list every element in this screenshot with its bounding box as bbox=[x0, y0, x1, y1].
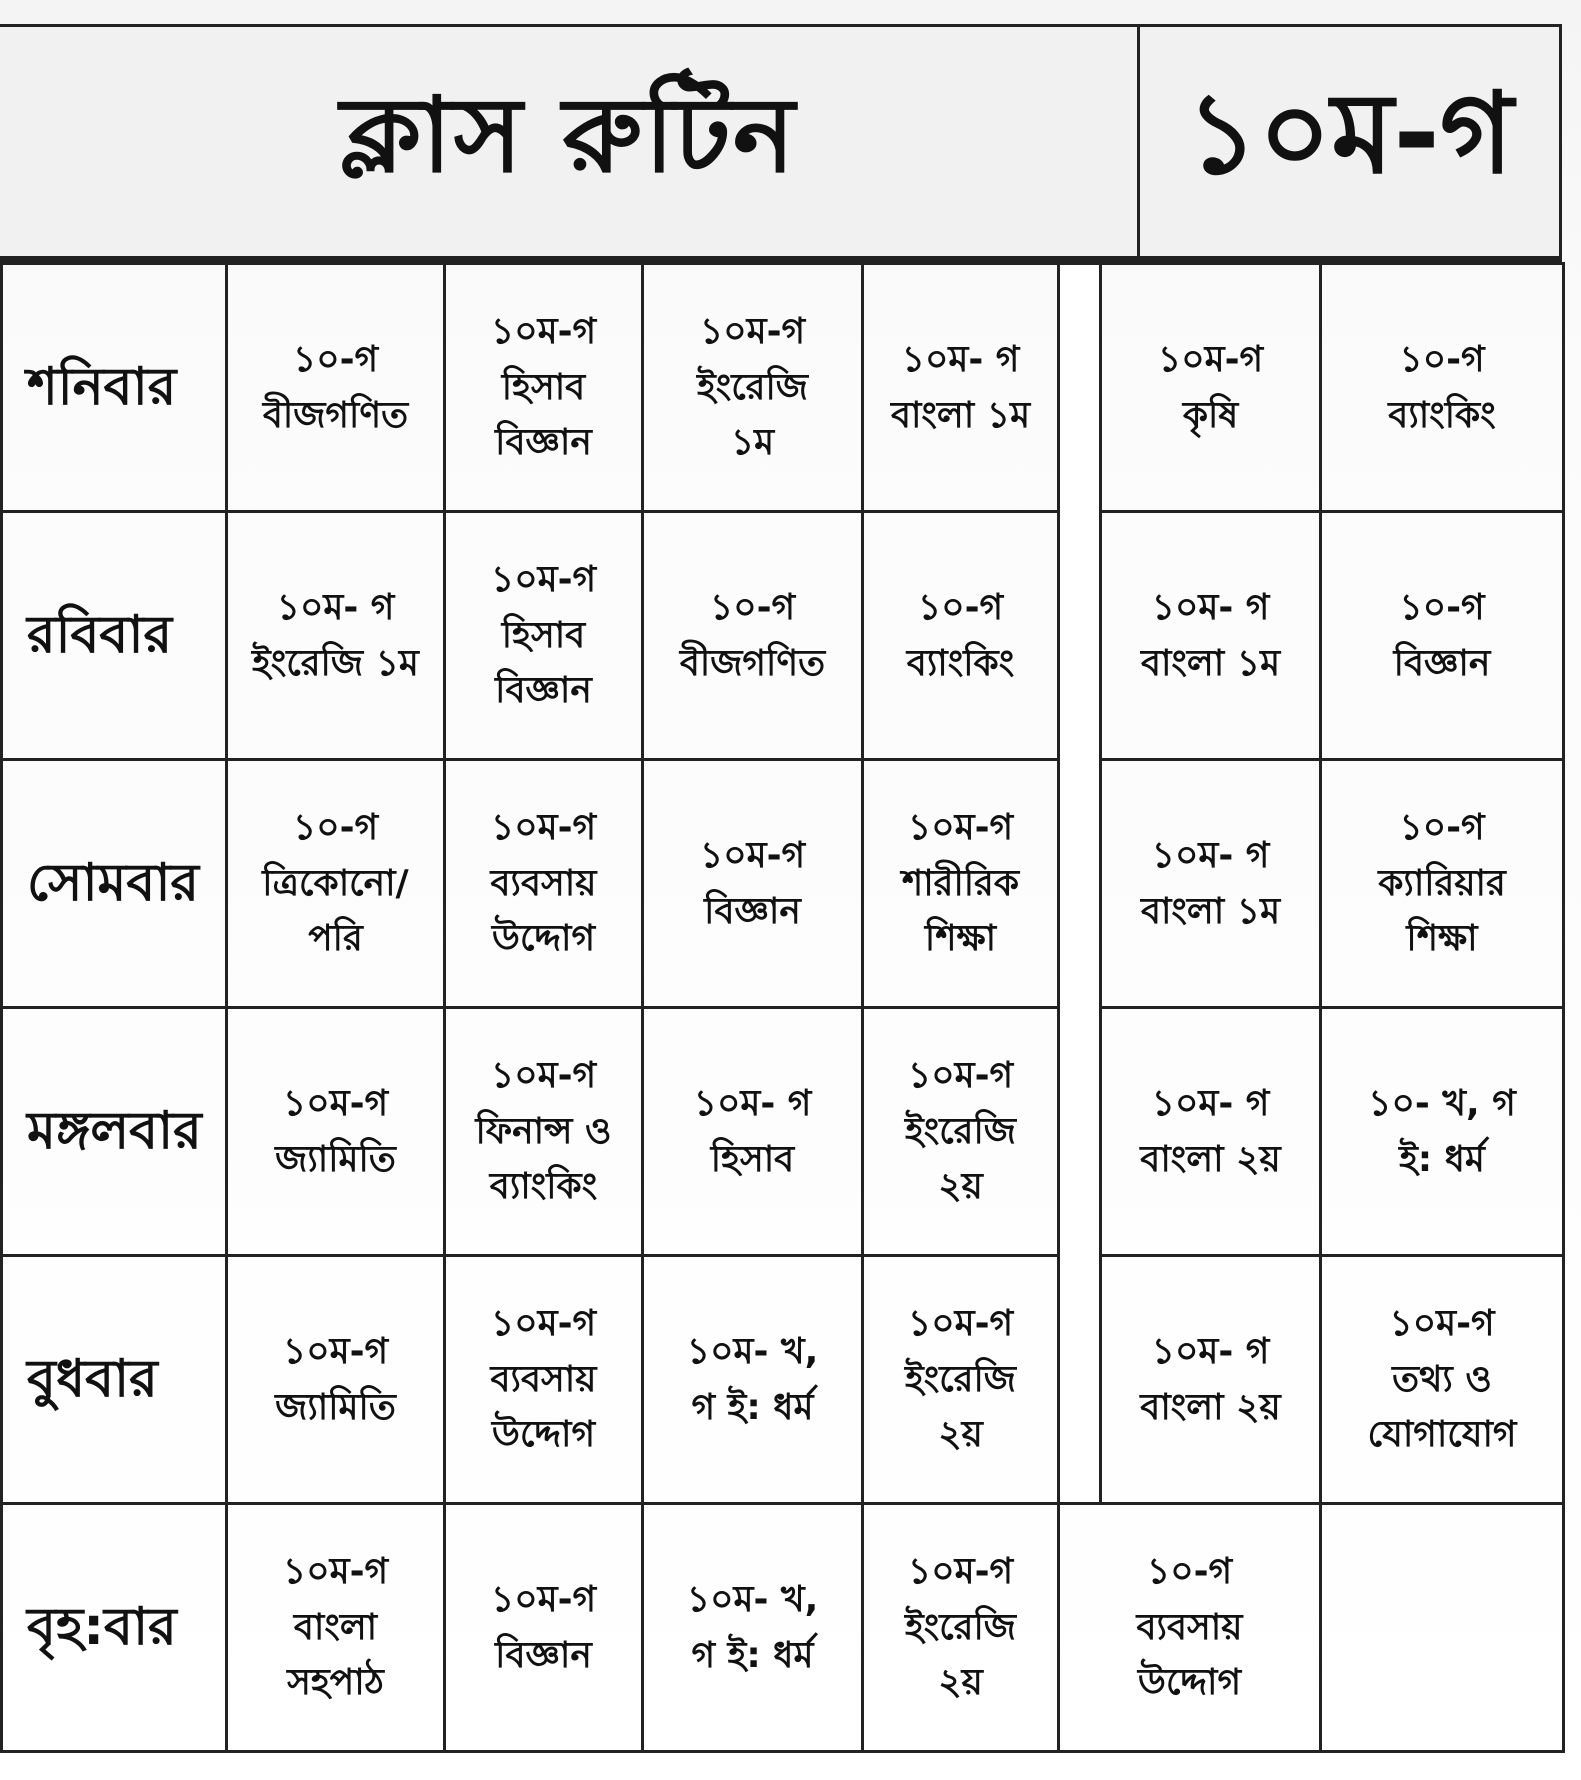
period-cell bbox=[1321, 264, 1564, 512]
period-text: ১০ম-গ bbox=[282, 1082, 389, 1124]
period-cell bbox=[1321, 512, 1564, 760]
period-text: ব্যাংকিং bbox=[1388, 394, 1496, 436]
period-cell bbox=[445, 264, 643, 512]
period-cell bbox=[1101, 760, 1321, 1008]
period-text: ১০ম-গ bbox=[282, 1330, 389, 1372]
period-text: ব্যাংকিং bbox=[489, 1166, 598, 1208]
period-text: বিজ্ঞান bbox=[495, 422, 592, 464]
period-text: উদ্দোগ bbox=[1137, 1662, 1242, 1704]
routine-header bbox=[0, 24, 1562, 262]
class-label: ১০ম-গ bbox=[1185, 69, 1514, 199]
break-column bbox=[1059, 264, 1101, 512]
period-text: হিসাব bbox=[501, 614, 586, 656]
day-label: রবিবার bbox=[2, 512, 227, 760]
period-text: ১০ম- গ bbox=[1151, 1330, 1270, 1372]
period-text: ফিনান্স ও bbox=[475, 1110, 612, 1152]
period-text: ২য় bbox=[938, 1662, 983, 1704]
day-label: সোমবার bbox=[2, 760, 227, 1008]
period-cell bbox=[1101, 264, 1321, 512]
period-cell bbox=[445, 1256, 643, 1504]
period-text: পরি bbox=[308, 918, 363, 960]
period-text: ১০ম-গ bbox=[490, 558, 597, 600]
period-cell bbox=[863, 512, 1059, 760]
period-text: ১০ম- গ bbox=[1151, 1082, 1270, 1124]
period-text: ব্যবসায় bbox=[490, 1358, 597, 1400]
table-row bbox=[2, 1008, 1564, 1256]
page-title: ক্লাস রুটিন bbox=[0, 27, 1140, 256]
period-text: ১০ম-গ bbox=[282, 1550, 389, 1592]
period-cell bbox=[445, 1008, 643, 1256]
period-text: উদ্দোগ bbox=[491, 918, 596, 960]
table-row bbox=[2, 760, 1564, 1008]
break-column bbox=[1059, 1008, 1101, 1256]
period-text: ইংরেজি bbox=[905, 1358, 1016, 1400]
period-cell bbox=[1321, 760, 1564, 1008]
period-text: ১০ম- খ, bbox=[686, 1330, 819, 1372]
period-text: বিজ্ঞান bbox=[1393, 642, 1491, 684]
period-text: বিজ্ঞান bbox=[704, 890, 801, 932]
day-label: বৃহ:বার bbox=[2, 1504, 227, 1752]
period-text: ১০-গ bbox=[1399, 806, 1485, 848]
period-text: ১০-গ bbox=[1399, 338, 1485, 380]
period-text: তথ্য ও bbox=[1392, 1358, 1492, 1400]
period-cell bbox=[1321, 1504, 1564, 1752]
period-cell bbox=[863, 760, 1059, 1008]
period-text: ব্যাংকিং bbox=[906, 642, 1015, 684]
period-cell bbox=[643, 760, 863, 1008]
period-text: বীজগণিত bbox=[679, 642, 826, 684]
period-text: ১০-গ bbox=[709, 586, 796, 628]
period-text: ১০-গ bbox=[292, 338, 379, 380]
period-text: ১০-গ bbox=[917, 586, 1004, 628]
period-text: ১০- খ, গ bbox=[1368, 1082, 1516, 1124]
period-cell bbox=[643, 1504, 863, 1752]
period-text: ১০ম-গ bbox=[699, 310, 806, 352]
day-label: মঙ্গলবার bbox=[2, 1008, 227, 1256]
period-cell bbox=[1101, 512, 1321, 760]
period-text: জ্যামিতি bbox=[275, 1138, 396, 1180]
period-text: ১০ম-গ bbox=[490, 310, 597, 352]
period-text: ১০-গ bbox=[1399, 586, 1485, 628]
period-text: ১০ম-গ bbox=[1157, 338, 1264, 380]
period-text: ১০ম-গ bbox=[490, 1578, 597, 1620]
period-text: ১০ম-গ bbox=[907, 1302, 1014, 1344]
period-cell bbox=[863, 1504, 1059, 1752]
period-cell bbox=[227, 1504, 445, 1752]
period-cell bbox=[445, 512, 643, 760]
period-text: ১০ম-গ bbox=[490, 1302, 597, 1344]
period-text: বাংলা ১ম bbox=[1140, 642, 1281, 684]
table-row bbox=[2, 1256, 1564, 1504]
period-cell bbox=[227, 760, 445, 1008]
period-text: বাংলা ২য় bbox=[1140, 1386, 1281, 1428]
period-cell bbox=[643, 1008, 863, 1256]
period-cell bbox=[643, 264, 863, 512]
period-text: হিসাব bbox=[501, 366, 586, 408]
period-text: ইংরেজি ১ম bbox=[252, 642, 419, 684]
period-text: বীজগণিত bbox=[262, 394, 409, 436]
day-label: শনিবার bbox=[2, 264, 227, 512]
period-text: শিক্ষা bbox=[924, 918, 997, 960]
period-text: ১০-গ bbox=[292, 806, 379, 848]
break-column bbox=[1059, 760, 1101, 1008]
period-text: ব্যবসায় bbox=[1136, 1606, 1243, 1648]
period-cell bbox=[643, 512, 863, 760]
period-text: গ ই: ধর্ম bbox=[691, 1634, 814, 1676]
period-text: ১০-গ bbox=[1146, 1550, 1233, 1592]
period-text: ১০ম- গ bbox=[693, 1082, 812, 1124]
period-cell bbox=[227, 1256, 445, 1504]
period-cell bbox=[1321, 1008, 1564, 1256]
period-text: ইংরেজি bbox=[697, 366, 808, 408]
period-text: ২য় bbox=[938, 1414, 983, 1456]
period-text: কৃষি bbox=[1182, 394, 1239, 436]
period-text: শারীরিক bbox=[901, 862, 1020, 904]
period-text: ই: ধর্ম bbox=[1399, 1138, 1485, 1180]
period-cell bbox=[863, 1008, 1059, 1256]
period-text: শিক্ষা bbox=[1406, 918, 1478, 960]
period-text: উদ্দোগ bbox=[491, 1414, 596, 1456]
period-text: বিজ্ঞান bbox=[495, 1634, 592, 1676]
period-text: বিজ্ঞান bbox=[495, 670, 592, 712]
period-text: ইংরেজি bbox=[905, 1110, 1016, 1152]
period-text: যোগাযোগ bbox=[1367, 1414, 1517, 1456]
period-text: ১০ম-গ bbox=[1389, 1302, 1495, 1344]
day-label: বুধবার bbox=[2, 1256, 227, 1504]
period-cell bbox=[1101, 1256, 1321, 1504]
break-column bbox=[1059, 512, 1101, 760]
period-text: ১০ম- গ bbox=[1151, 834, 1270, 876]
period-text: ১০ম-গ bbox=[490, 806, 597, 848]
table-row bbox=[2, 264, 1564, 512]
period-text: জ্যামিতি bbox=[275, 1386, 396, 1428]
period-text: হিসাব bbox=[710, 1138, 795, 1180]
period-cell bbox=[1059, 1504, 1321, 1752]
period-cell bbox=[1321, 1256, 1564, 1504]
period-cell bbox=[1101, 1008, 1321, 1256]
period-text: ব্যবসায় bbox=[490, 862, 597, 904]
period-text: বাংলা ১ম bbox=[1140, 890, 1281, 932]
period-cell bbox=[445, 760, 643, 1008]
period-cell bbox=[643, 1256, 863, 1504]
period-text: ১০ম-গ bbox=[490, 1054, 597, 1096]
period-text: ২য় bbox=[938, 1166, 983, 1208]
period-cell bbox=[227, 512, 445, 760]
period-cell bbox=[445, 1504, 643, 1752]
period-text: ১ম bbox=[730, 422, 775, 464]
period-text: ত্রিকোনো/ bbox=[262, 862, 409, 904]
period-text: বাংলা ২য় bbox=[1140, 1138, 1281, 1180]
period-cell bbox=[863, 1256, 1059, 1504]
table-row bbox=[2, 512, 1564, 760]
period-text: ১০ম- গ bbox=[901, 338, 1020, 380]
period-text: ১০ম- খ, bbox=[686, 1578, 819, 1620]
period-text: সহপাঠ bbox=[287, 1662, 384, 1704]
period-text: ১০ম- গ bbox=[1151, 586, 1270, 628]
break-column bbox=[1059, 1256, 1101, 1504]
period-text: বাংলা bbox=[293, 1606, 378, 1648]
period-text: ইংরেজি bbox=[905, 1606, 1016, 1648]
period-text: গ ই: ধর্ম bbox=[691, 1386, 814, 1428]
period-cell bbox=[227, 1008, 445, 1256]
period-text: ১০ম-গ bbox=[907, 1550, 1014, 1592]
period-text: ১০ম-গ bbox=[907, 806, 1014, 848]
table-row bbox=[2, 1504, 1564, 1752]
routine-table bbox=[0, 262, 1565, 1753]
period-text: ১০ম-গ bbox=[907, 1054, 1014, 1096]
period-text: ১০ম- গ bbox=[276, 586, 395, 628]
period-text: বাংলা ১ম bbox=[890, 394, 1031, 436]
period-cell bbox=[863, 264, 1059, 512]
period-cell bbox=[227, 264, 445, 512]
period-text: ক্যারিয়ার bbox=[1378, 862, 1506, 904]
period-text: ১০ম-গ bbox=[699, 834, 806, 876]
